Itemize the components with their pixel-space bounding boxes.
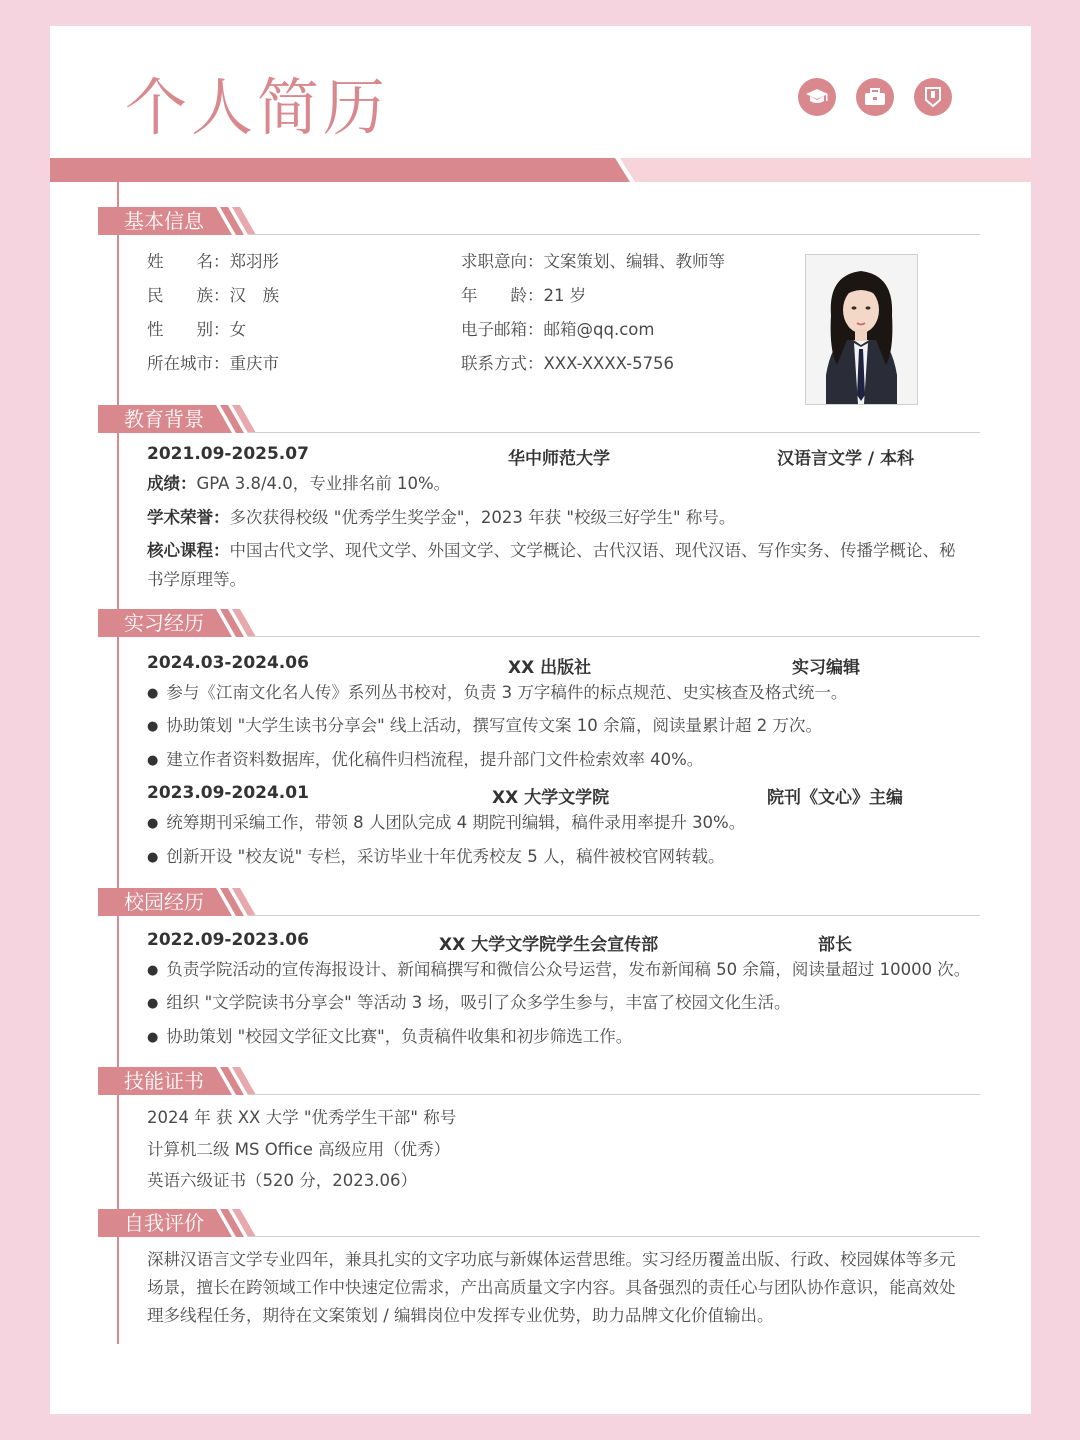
internship-1-org: XX 出版社 bbox=[508, 658, 592, 678]
internship-1-role: 实习编辑 bbox=[792, 658, 860, 678]
intent-label: 求职意向： bbox=[461, 252, 544, 271]
section-header-self bbox=[98, 1209, 980, 1239]
age-label: 年 龄： bbox=[461, 286, 544, 305]
list-item: ● 协助策划 "大学生读书分享会" 线上活动，撰写宣传文案 10 余篇，阅读量累计超 2 万次。 bbox=[147, 715, 822, 739]
name-row bbox=[147, 251, 279, 273]
divider bbox=[248, 915, 980, 916]
gender-row bbox=[147, 319, 246, 341]
divider bbox=[248, 1094, 980, 1095]
skill-item: 计算机二级 MS Office 高级应用（优秀） bbox=[147, 1140, 451, 1159]
ethnic-label: 民 族： bbox=[147, 286, 230, 305]
section-header-basic bbox=[98, 207, 980, 237]
header-icons bbox=[798, 78, 952, 116]
self-eval-line: 理多线程任务，期待在文案策划 / 编辑岗位中发挥专业优势，助力品牌文化价值输出。 bbox=[147, 1306, 774, 1325]
skill-item: 2024 年 获 XX 大学 "优秀学生干部" 称号 bbox=[147, 1108, 457, 1127]
page-title: 个人简历 bbox=[125, 71, 390, 144]
ethnic-row bbox=[147, 285, 279, 307]
age-value: 21 岁 bbox=[543, 286, 587, 305]
list-item: ● 协助策划 "校园文学征文比赛"，负责稿件收集和初步筛选工作。 bbox=[147, 1026, 632, 1050]
internship-2-org: XX 大学文学院 bbox=[492, 788, 610, 808]
course-value: 中国古代文学、现代文学、外国文学、文学概论、古代汉语、现代汉语、写作实务、传播学概论、秘 bbox=[229, 541, 956, 560]
section-title: 自我评价 bbox=[124, 1211, 204, 1235]
self-eval-line: 深耕汉语言文学专业四年，兼具扎实的文字功底与新媒体运营思维。实习经历覆盖出版、行政、校园媒体等多元 bbox=[147, 1250, 956, 1269]
divider bbox=[248, 636, 980, 637]
phone-value: XXX-XXXX-5756 bbox=[543, 354, 675, 373]
age-row bbox=[461, 285, 586, 307]
section-header-campus bbox=[98, 888, 980, 918]
gender-value: 女 bbox=[229, 320, 246, 339]
course-row bbox=[147, 540, 956, 562]
campus-org: XX 大学文学院学生会宣传部 bbox=[439, 935, 659, 955]
briefcase-icon bbox=[856, 78, 894, 116]
campus-role: 部长 bbox=[818, 935, 852, 955]
skill-item: 英语六级证书（520 分，2023.06） bbox=[147, 1171, 417, 1190]
graduation-cap-icon bbox=[798, 78, 836, 116]
ethnic-value: 汉 族 bbox=[229, 286, 279, 305]
honor-label: 学术荣誉： bbox=[147, 508, 230, 527]
gpa-label: 成绩： bbox=[147, 474, 197, 493]
badge-icon bbox=[914, 78, 952, 116]
divider bbox=[248, 234, 980, 235]
section-header-education bbox=[98, 405, 980, 435]
section-header-internship bbox=[98, 609, 980, 639]
section-title: 技能证书 bbox=[124, 1069, 204, 1093]
divider bbox=[248, 432, 980, 433]
gpa-value: GPA 3.8/4.0，专业排名前 10%。 bbox=[196, 474, 451, 493]
section-header-skills bbox=[98, 1067, 980, 1097]
list-item: ● 负责学院活动的宣传海报设计、新闻稿撰写和微信公众号运营，发布新闻稿 50 余篇，阅读量超过 10000 次。 bbox=[147, 959, 970, 983]
list-item: ● 建立作者资料数据库，优化稿件归档流程，提升部门文件检索效率 40%。 bbox=[147, 749, 703, 773]
internship-2-period: 2023.09-2024.01 bbox=[147, 783, 309, 803]
list-item: ● 组织 "文学院读书分享会" 等活动 3 场，吸引了众多学生参与，丰富了校园文化生活。 bbox=[147, 992, 791, 1016]
education-major: 汉语言文学 / 本科 bbox=[777, 449, 915, 469]
list-item: ● 创新开设 "校友说" 专栏，采访毕业十年优秀校友 5 人，稿件被校官网转载。 bbox=[147, 846, 725, 870]
name-value: 郑羽彤 bbox=[229, 252, 279, 271]
campus-period: 2022.09-2023.06 bbox=[147, 930, 309, 950]
name-label: 姓 名： bbox=[147, 252, 230, 271]
section-title: 基本信息 bbox=[124, 209, 204, 233]
list-item: ● 参与《江南文化名人传》系列丛书校对，负责 3 万字稿件的标点规范、史实核查及格式统一。 bbox=[147, 682, 847, 706]
email-value: 邮箱@qq.com bbox=[543, 320, 655, 339]
education-school: 华中师范大学 bbox=[508, 449, 610, 469]
course-label: 核心课程： bbox=[147, 541, 230, 560]
section-title: 校园经历 bbox=[124, 890, 204, 914]
honor-value: 多次获得校级 "优秀学生奖学金"，2023 年获 "校级三好学生" 称号。 bbox=[229, 508, 736, 527]
self-eval-line: 场景，擅长在跨领域工作中快速定位需求，产出高质量文字内容。具备强烈的责任心与团队协作意识，能高效处 bbox=[147, 1278, 956, 1297]
internship-1-period: 2024.03-2024.06 bbox=[147, 653, 309, 673]
course-row-cont: 书学原理等。 bbox=[147, 570, 246, 589]
divider bbox=[248, 1236, 980, 1237]
intent-row bbox=[461, 251, 725, 273]
section-title: 实习经历 bbox=[124, 611, 204, 635]
internship-2-role: 院刊《文心》主编 bbox=[767, 788, 903, 808]
city-label: 所在城市： bbox=[147, 354, 230, 373]
city-value: 重庆市 bbox=[229, 354, 279, 373]
phone-label: 联系方式： bbox=[461, 354, 544, 373]
phone-row bbox=[461, 353, 674, 375]
city-row bbox=[147, 353, 279, 375]
intent-value: 文案策划、编辑、教师等 bbox=[543, 252, 725, 271]
timeline-line bbox=[117, 182, 119, 1344]
honor-row bbox=[147, 507, 735, 529]
list-item: ● 统筹期刊采编工作，带领 8 人团队完成 4 期院刊编辑，稿件录用率提升 30%。 bbox=[147, 812, 745, 836]
email-row bbox=[461, 319, 654, 341]
header-band bbox=[50, 158, 1031, 182]
gender-label: 性 别： bbox=[147, 320, 230, 339]
email-label: 电子邮箱： bbox=[461, 320, 544, 339]
gpa-row bbox=[147, 473, 450, 495]
section-title: 教育背景 bbox=[124, 407, 204, 431]
profile-photo bbox=[805, 254, 918, 405]
education-period: 2021.09-2025.07 bbox=[147, 444, 309, 464]
